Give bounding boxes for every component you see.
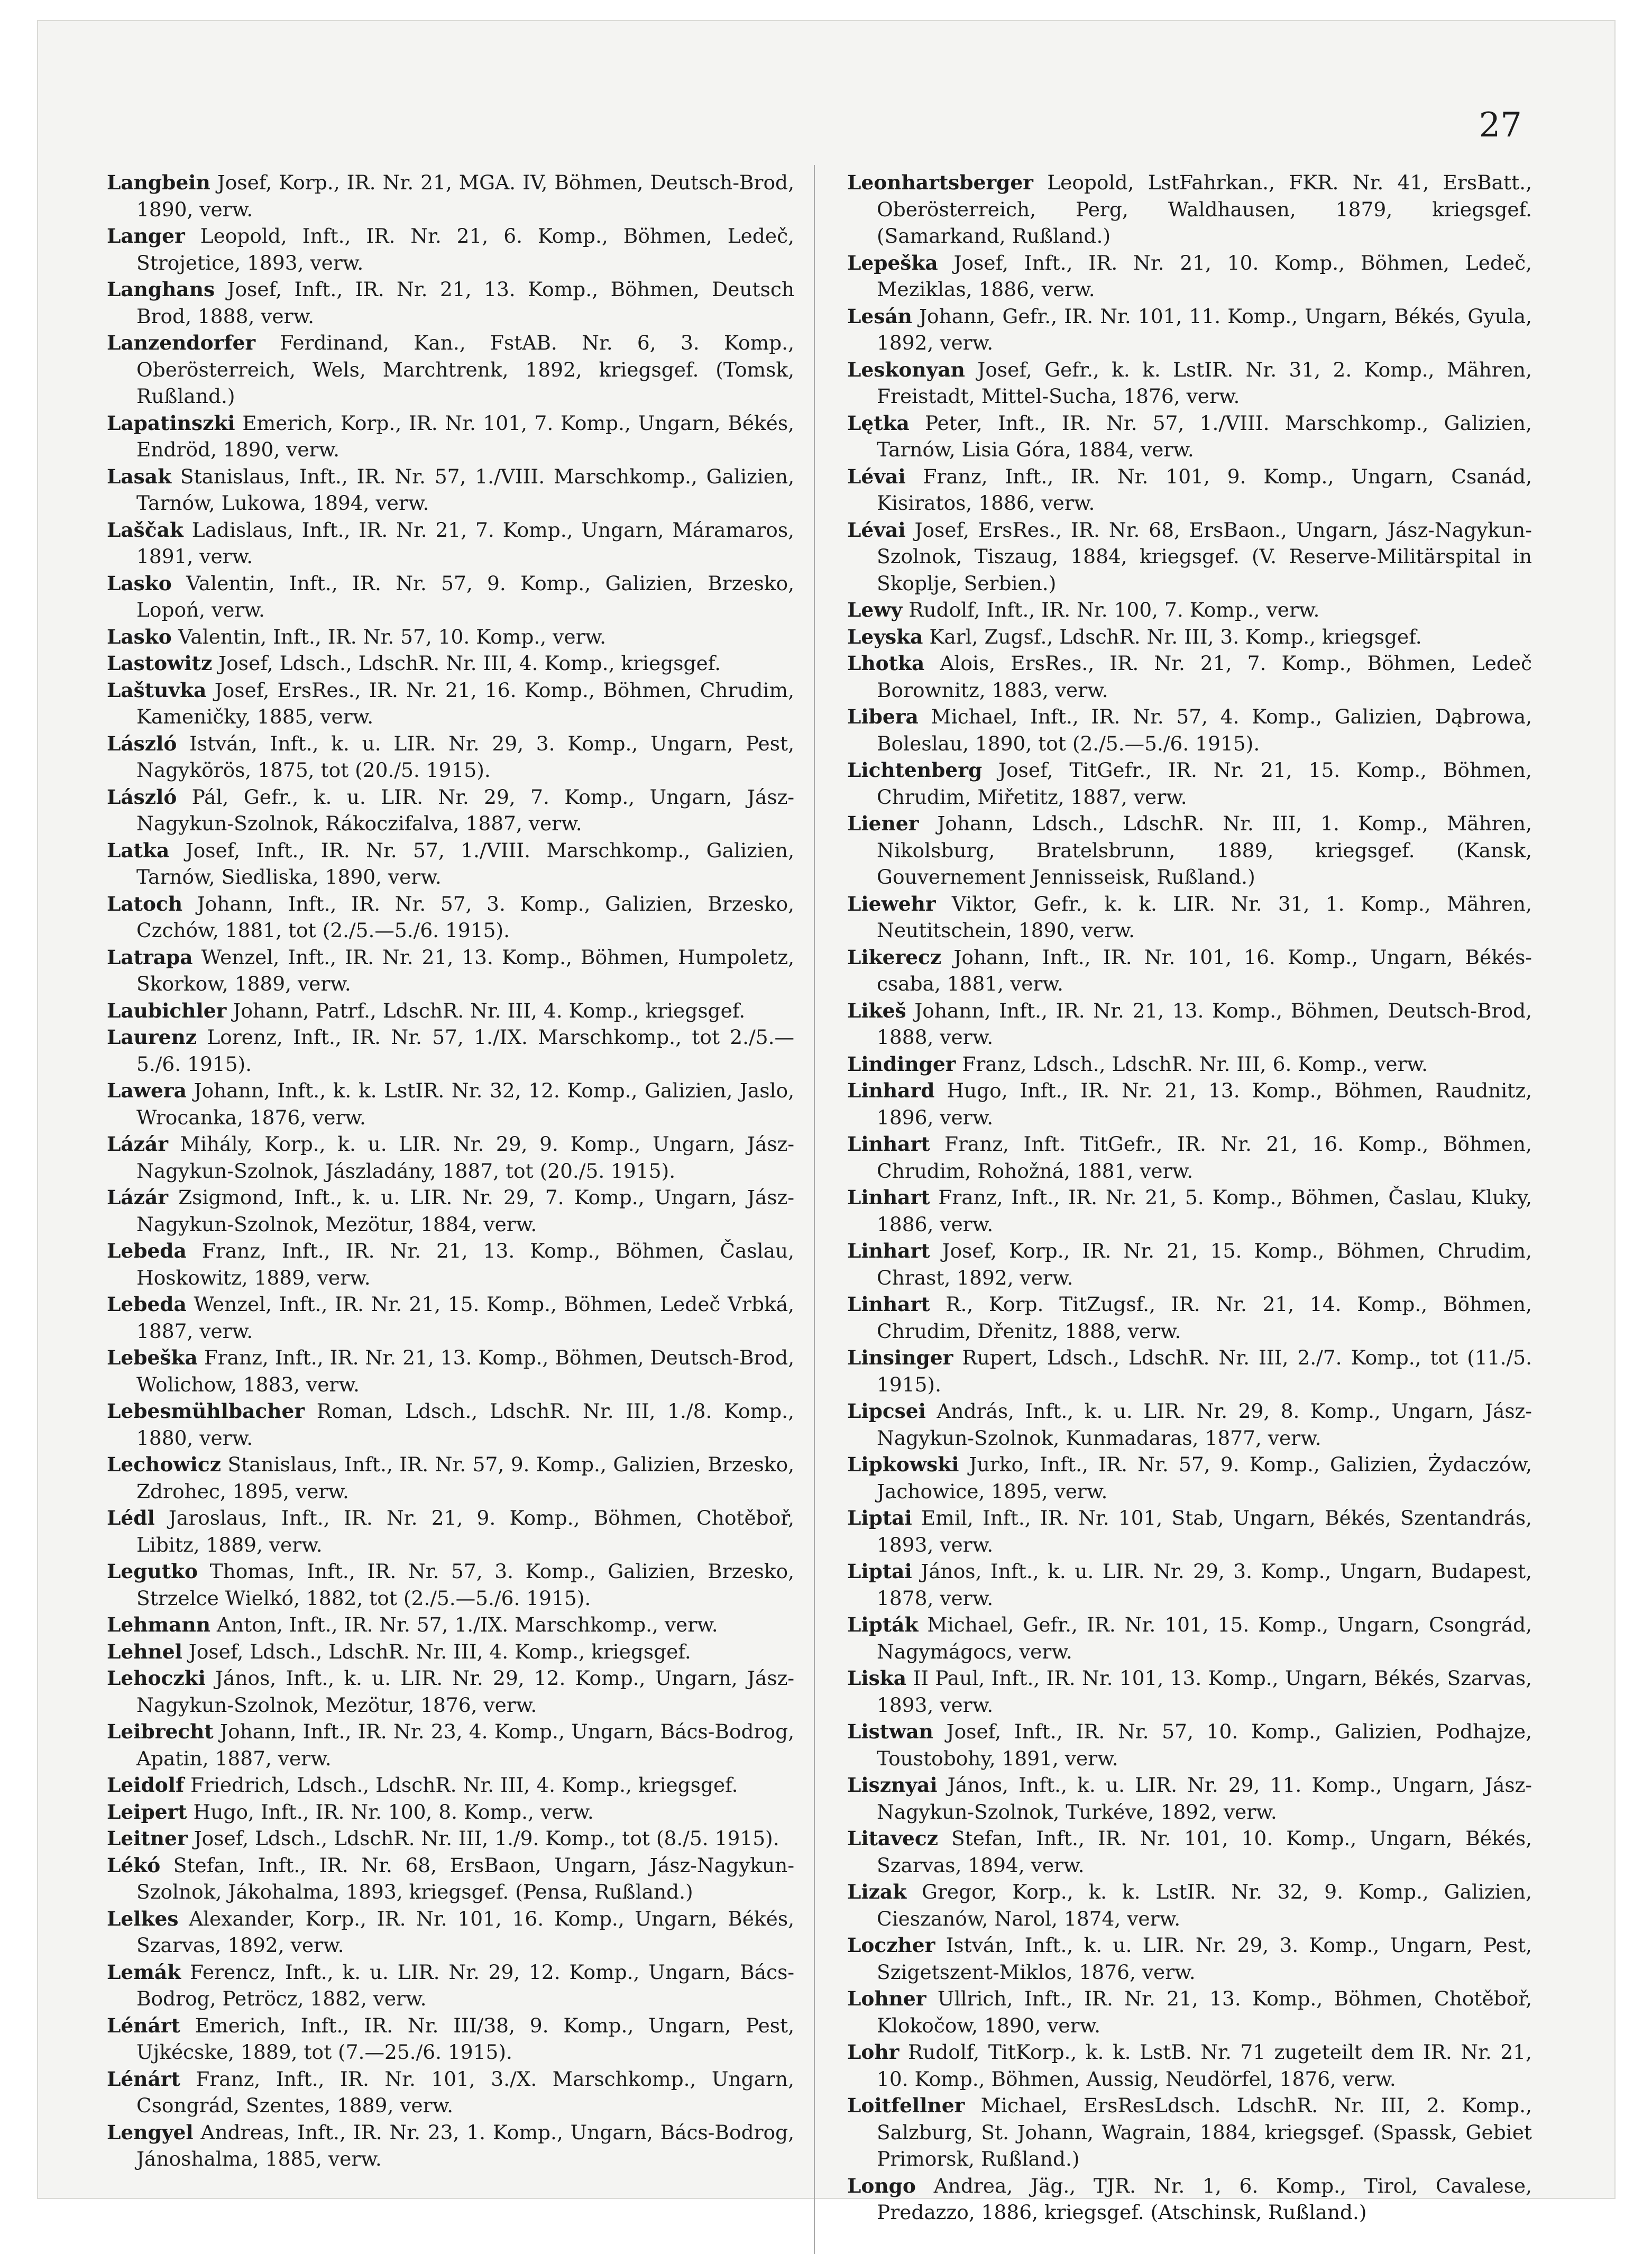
list-entry	[107, 837, 794, 891]
entry-details: Josef, Gefr., k. k. LstIR. Nr. 31, 2. Komp., Mähren, Freistadt, Mittel-Sucha, 1876, verw.	[877, 358, 1532, 408]
list-entry	[847, 1558, 1532, 1611]
entry-surname: Lebeda	[107, 1239, 187, 1262]
entry-surname: Linhart	[847, 1132, 930, 1156]
entry-details: Franz, Inft., IR. Nr. 101, 9. Komp., Ungarn, Csanád, Kisiratos, 1886, verw.	[877, 464, 1532, 515]
entry-details: Emerich, Korp., IR. Nr. 101, 7. Komp., Ungarn, Békés, Endröd, 1890, verw.	[136, 411, 794, 461]
entry-surname: Laurenz	[107, 1025, 197, 1049]
list-entry	[847, 356, 1532, 410]
entry-details: Michael, ErsResLdsch. LdschR. Nr. III, 2. Komp., Salzburg, St. Johann, Wagrain, 1884, kriegsgef. (Spassk, Gebiet Primorsk, Rußland.)	[877, 2094, 1532, 2170]
entry-surname: Leyska	[847, 625, 923, 648]
entry-surname: Lizak	[847, 1880, 907, 1903]
entry-details: Franz, Ldsch., LdschR. Nr. III, 6. Komp., verw.	[956, 1052, 1428, 1076]
list-entry	[107, 329, 794, 410]
list-entry	[107, 677, 794, 730]
entry-details: Johann, Inft., IR. Nr. 101, 16. Komp., Ungarn, Békés-csaba, 1881, verw.	[877, 945, 1532, 995]
list-entry	[847, 1238, 1532, 1291]
entry-details: Franz, Inft., IR. Nr. 21, 13. Komp., Böhmen, Deutsch-Brod, Wolichow, 1883, verw.	[136, 1346, 794, 1396]
list-entry	[107, 624, 794, 650]
list-entry	[847, 1665, 1532, 1718]
entry-details: János, Inft., k. u. LIR. Nr. 29, 11. Komp., Ungarn, Jász-Nagykun-Szolnok, Turkéve, 1892, verw.	[877, 1773, 1532, 1824]
page-number: 27	[1479, 106, 1522, 145]
entry-details: Viktor, Gefr., k. k. LIR. Nr. 31, 1. Komp., Mähren, Neutitschein, 1890, verw.	[877, 892, 1532, 942]
list-entry	[107, 1238, 794, 1291]
list-entry	[107, 276, 794, 329]
list-entry	[107, 169, 794, 223]
list-entry	[847, 703, 1532, 757]
entry-details: Franz, Inft., IR. Nr. 21, 13. Komp., Böhmen, Časlau, Hoskowitz, 1889, verw.	[136, 1239, 794, 1289]
entry-details: Johann, Patrf., LdschR. Nr. III, 4. Komp., kriegsgef.	[226, 998, 746, 1022]
entry-surname: Leitner	[107, 1827, 188, 1850]
entry-details: Hugo, Inft., IR. Nr. 21, 13. Komp., Böhmen, Raudnitz, 1896, verw.	[877, 1079, 1532, 1129]
entry-surname: Linsinger	[847, 1346, 953, 1369]
list-entry	[847, 169, 1532, 250]
list-entry	[847, 2173, 1532, 2226]
entry-details: András, Inft., k. u. LIR. Nr. 29, 8. Komp., Ungarn, Jász-Nagykun-Szolnok, Kunmadaras, 1877, verw.	[877, 1399, 1532, 1450]
entry-details: Josef, ErsRes., IR. Nr. 68, ErsBaon., Ungarn, Jász-Nagykun-Szolnok, Tiszaug, 1884, kriegsgef. (V. Reserve-Militärspital in Skoplje, Serbien.)	[877, 518, 1532, 595]
entry-details: Alois, ErsRes., IR. Nr. 21, 7. Komp., Böhmen, Ledeč Borownitz, 1883, verw.	[877, 652, 1532, 702]
list-entry	[107, 1772, 794, 1799]
entry-details: Ferdinand, Kan., FstAB. Nr. 6, 3. Komp., Oberösterreich, Wels, Marchtrenk, 1892, kriegsgef. (Tomsk, Rußland.)	[136, 331, 794, 408]
list-entry	[107, 1905, 794, 1959]
list-entry	[107, 517, 794, 570]
list-entry	[107, 784, 794, 837]
entry-surname: Lipkowski	[847, 1453, 959, 1476]
entry-surname: Leidolf	[107, 1773, 185, 1797]
list-entry	[847, 1131, 1532, 1184]
entry-surname: Linhart	[847, 1293, 930, 1316]
entry-details: Josef, TitGefr., IR. Nr. 21, 15. Komp., Böhmen, Chrudim, Miřetitz, 1887, verw.	[877, 758, 1532, 809]
list-entry	[107, 944, 794, 997]
entry-details: Jaroslaus, Inft., IR. Nr. 21, 9. Komp., Böhmen, Chotěboř, Libitz, 1889, verw.	[136, 1506, 794, 1556]
list-entry	[107, 1558, 794, 1611]
entry-surname: Liptai	[847, 1506, 912, 1529]
column-divider	[814, 165, 815, 2254]
list-entry	[847, 1879, 1532, 1932]
entry-details: János, Inft., k. u. LIR. Nr. 29, 3. Komp., Ungarn, Budapest, 1878, verw.	[877, 1560, 1532, 1610]
left-column	[107, 169, 794, 2173]
entry-details: Rudolf, Inft., IR. Nr. 100, 7. Komp., verw.	[902, 598, 1320, 621]
entry-details: Friedrich, Ldsch., LdschR. Nr. III, 4. Komp., kriegsgef.	[184, 1773, 738, 1797]
entry-surname: Lasak	[107, 464, 172, 488]
entry-details: Rudolf, TitKorp., k. k. LstB. Nr. 71 zugeteilt dem IR. Nr. 21, 10. Komp., Böhmen, Aussig, Neudörfel, 1876, verw.	[877, 2040, 1532, 2091]
entry-surname: Lemák	[107, 1960, 181, 1984]
entry-surname: Liptai	[847, 1560, 912, 1583]
entry-details: Thomas, Inft., IR. Nr. 57, 3. Komp., Galizien, Brzesko, Strzelce Wielkó, 1882, tot (2./5.—5./6. 1915).	[136, 1560, 794, 1610]
entry-surname: Lipcsei	[847, 1399, 926, 1423]
entry-surname: Latka	[107, 838, 170, 862]
entry-surname: Lichtenberg	[847, 758, 983, 782]
entry-details: Ladislaus, Inft., IR. Nr. 21, 7. Komp., Ungarn, Máramaros, 1891, verw.	[136, 518, 794, 568]
entry-surname: Leibrecht	[107, 1720, 214, 1743]
list-entry	[107, 1611, 794, 1638]
entry-details: Johann, Ldsch., LdschR. Nr. III, 1. Komp., Mähren, Nikolsburg, Bratelsbrunn, 1889, kriegsgef. (Kansk, Gouvernement Jennisseisk, Rußland.)	[877, 812, 1532, 888]
entry-surname: Liener	[847, 812, 919, 835]
entry-surname: Lázár	[107, 1132, 169, 1156]
list-entry	[107, 1184, 794, 1238]
entry-surname: Leipert	[107, 1800, 187, 1824]
entry-details: Stanislaus, Inft., IR. Nr. 57, 9. Komp., Galizien, Brzesko, Zdrohec, 1895, verw.	[136, 1453, 794, 1503]
entry-surname: Lisznyai	[847, 1773, 938, 1797]
entry-surname: Lénárt	[107, 2067, 180, 2091]
list-entry	[847, 810, 1532, 891]
list-entry	[107, 1344, 794, 1398]
entry-details: Pál, Gefr., k. u. LIR. Nr. 29, 7. Komp., Ungarn, Jász-Nagykun-Szolnok, Rákoczifalva, 1887, verw.	[136, 785, 794, 835]
entry-surname: Legutko	[107, 1560, 198, 1583]
entry-details: Emerich, Inft., IR. Nr. III/38, 9. Komp., Ungarn, Pest, Ujkécske, 1889, tot (7.—25./6. 1915).	[136, 2013, 794, 2064]
entry-details: Johann, Inft., IR. Nr. 57, 3. Komp., Galizien, Brzesko, Czchów, 1881, tot (2./5.—5./6. 1915).	[136, 892, 794, 942]
list-entry	[847, 410, 1532, 463]
entry-details: Johann, Inft., k. k. LstIR. Nr. 32, 12. Komp., Galizien, Jaslo, Wrocanka, 1876, verw.	[136, 1079, 794, 1129]
entry-surname: Listwan	[847, 1720, 933, 1743]
entry-details: Mihály, Korp., k. u. LIR. Nr. 29, 9. Komp., Ungarn, Jász-Nagykun-Szolnok, Jászladány, 1887, tot (20./5. 1915).	[136, 1132, 794, 1183]
list-entry	[107, 1077, 794, 1131]
entry-details: Stanislaus, Inft., IR. Nr. 57, 1./VIII. Marschkomp., Galizien, Tarnów, Lukowa, 1894, verw.	[136, 464, 794, 515]
entry-surname: Lepeška	[847, 251, 938, 274]
list-entry	[847, 517, 1532, 597]
list-entry	[847, 597, 1532, 624]
list-entry	[107, 2066, 794, 2119]
entry-surname: Lipták	[847, 1613, 919, 1636]
entry-surname: Lastowitz	[107, 652, 213, 675]
document-page	[37, 20, 1616, 2224]
entry-surname: Lawera	[107, 1079, 187, 1102]
list-entry	[107, 410, 794, 463]
right-column	[847, 169, 1532, 2226]
entry-surname: Loitfellner	[847, 2094, 965, 2117]
list-entry	[107, 650, 794, 677]
list-entry	[847, 1772, 1532, 1825]
entry-details: Rupert, Ldsch., LdschR. Nr. III, 2./7. Komp., tot (11./5. 1915).	[877, 1346, 1532, 1396]
entry-surname: Lewy	[847, 598, 903, 621]
entry-details: Ullrich, Inft., IR. Nr. 21, 13. Komp., Böhmen, Chotěboř, Klokočow, 1890, verw.	[877, 1987, 1532, 2037]
entry-surname: Langer	[107, 224, 185, 248]
entry-details: R., Korp. TitZugsf., IR. Nr. 21, 14. Komp., Böhmen, Chrudim, Dřenitz, 1888, verw.	[877, 1293, 1532, 1343]
list-entry	[107, 1638, 794, 1665]
entry-surname: Longo	[847, 2174, 916, 2197]
list-entry	[847, 944, 1532, 997]
entry-surname: Lehmann	[107, 1613, 210, 1636]
entry-surname: Laubichler	[107, 998, 227, 1022]
entry-surname: Lhotka	[847, 652, 925, 675]
list-entry	[107, 1024, 794, 1077]
entry-details: István, Inft., k. u. LIR. Nr. 29, 3. Komp., Ungarn, Pest, Szigetszent-Miklos, 1876, verw.	[877, 1934, 1532, 1984]
entry-surname: Lasko	[107, 625, 172, 648]
list-entry	[847, 463, 1532, 517]
entry-details: Josef, Korp., IR. Nr. 21, 15. Komp., Böhmen, Chrudim, Chrast, 1892, verw.	[877, 1239, 1532, 1289]
list-entry	[107, 1718, 794, 1772]
list-entry	[847, 2092, 1532, 2173]
entry-surname: Lohr	[847, 2040, 900, 2064]
entry-surname: Lédl	[107, 1506, 155, 1529]
entry-details: Peter, Inft., IR. Nr. 57, 1./VIII. Marschkomp., Galizien, Tarnów, Lisia Góra, 1884, verw.	[877, 411, 1532, 461]
list-entry	[847, 1184, 1532, 1238]
entry-surname: Lebeška	[107, 1346, 198, 1369]
entry-surname: Latoch	[107, 892, 183, 915]
entry-surname: Lechowicz	[107, 1453, 221, 1476]
list-entry	[107, 1505, 794, 1558]
list-entry	[847, 624, 1532, 650]
list-entry	[847, 650, 1532, 703]
list-entry	[107, 997, 794, 1024]
list-entry	[107, 570, 794, 624]
list-entry	[107, 1799, 794, 1826]
entry-details: Stefan, Inft., IR. Nr. 68, ErsBaon, Ungarn, Jász-Nagykun-Szolnok, Jákohalma, 1893, kriegsgef. (Pensa, Rußland.)	[136, 1853, 794, 1903]
entry-surname: Lázár	[107, 1186, 169, 1209]
entry-details: Valentin, Inft., IR. Nr. 57, 10. Komp., verw.	[171, 625, 607, 648]
entry-details: Michael, Inft., IR. Nr. 57, 4. Komp., Galizien, Dąbrowa, Boleslau, 1890, tot (2./5.—5./6. 1915).	[877, 705, 1532, 755]
list-entry	[107, 1451, 794, 1505]
entry-details: Karl, Zugsf., LdschR. Nr. III, 3. Komp., kriegsgef.	[923, 625, 1422, 648]
list-entry	[847, 303, 1532, 356]
list-entry	[847, 2039, 1532, 2092]
entry-details: Andrea, Jäg., TJR. Nr. 1, 6. Komp., Tirol, Cavalese, Predazzo, 1886, kriegsgef. (Atschinsk, Rußland.)	[877, 2174, 1532, 2224]
entry-surname: Lindinger	[847, 1052, 956, 1076]
entry-surname: Lehoczki	[107, 1666, 206, 1690]
entry-details: Johann, Inft., IR. Nr. 21, 13. Komp., Böhmen, Deutsch-Brod, 1888, verw.	[877, 998, 1532, 1049]
entry-details: Josef, Korp., IR. Nr. 21, MGA. IV, Böhmen, Deutsch-Brod, 1890, verw.	[136, 171, 794, 221]
list-entry	[107, 1852, 794, 1905]
list-entry	[107, 2012, 794, 2066]
entry-details: Zsigmond, Inft., k. u. LIR. Nr. 29, 7. Komp., Ungarn, Jász-Nagykun-Szolnok, Mezötur, 1884, verw.	[136, 1186, 794, 1236]
entry-details: Gregor, Korp., k. k. LstIR. Nr. 32, 9. Komp., Galizien, Cieszanów, Narol, 1874, verw.	[877, 1880, 1532, 1930]
list-entry	[107, 1131, 794, 1184]
entry-surname: Lénárt	[107, 2013, 180, 2037]
entry-surname: Leskonyan	[847, 358, 965, 381]
entry-details: Josef, Ldsch., LdschR. Nr. III, 1./9. Komp., tot (8./5. 1915).	[187, 1827, 779, 1850]
entry-surname: Likeš	[847, 998, 906, 1022]
entry-surname: Lohner	[847, 1987, 926, 2010]
list-entry	[847, 1398, 1532, 1451]
list-entry	[107, 223, 794, 276]
entry-surname: Laštuvka	[107, 678, 207, 702]
entry-details: Alexander, Korp., IR. Nr. 101, 16. Komp., Ungarn, Békés, Szarvas, 1892, verw.	[136, 1907, 794, 1957]
entry-surname: Lévai	[847, 464, 906, 488]
entry-details: Emil, Inft., IR. Nr. 101, Stab, Ungarn, Békés, Szentandrás, 1893, verw.	[877, 1506, 1532, 1556]
list-entry	[847, 250, 1532, 303]
entry-surname: Lanzendorfer	[107, 331, 256, 354]
entry-details: István, Inft., k. u. LIR. Nr. 29, 3. Komp., Ungarn, Pest, Nagykörös, 1875, tot (20./5. 1915).	[136, 731, 794, 782]
list-entry	[107, 1291, 794, 1344]
list-entry	[847, 1077, 1532, 1131]
entry-surname: Liewehr	[847, 892, 936, 915]
entry-details: Franz, Inft., IR. Nr. 21, 5. Komp., Böhmen, Časlau, Kluky, 1886, verw.	[877, 1186, 1532, 1236]
entry-surname: Latrapa	[107, 945, 193, 969]
entry-details: Anton, Inft., IR. Nr. 57, 1./IX. Marschkomp., verw.	[210, 1613, 718, 1636]
entry-details: Johann, Gefr., IR. Nr. 101, 11. Komp., Ungarn, Békés, Gyula, 1892, verw.	[877, 304, 1532, 354]
entry-surname: Linhart	[847, 1186, 930, 1209]
entry-surname: Laščak	[107, 518, 183, 542]
entry-surname: Lengyel	[107, 2120, 194, 2144]
entry-details: Stefan, Inft., IR. Nr. 101, 10. Komp., Ungarn, Békés, Szarvas, 1894, verw.	[877, 1827, 1532, 1877]
entry-surname: Lékó	[107, 1853, 161, 1877]
list-entry	[847, 997, 1532, 1051]
list-entry	[847, 1051, 1532, 1078]
list-entry	[107, 1398, 794, 1451]
entry-details: Wenzel, Inft., IR. Nr. 21, 15. Komp., Böhmen, Ledeč Vrbká, 1887, verw.	[136, 1293, 794, 1343]
entry-surname: Liska	[847, 1666, 907, 1690]
list-entry	[107, 891, 794, 944]
list-entry	[107, 1825, 794, 1852]
entry-details: Jurko, Inft., IR. Nr. 57, 9. Komp., Galizien, Żydaczów, Jachowice, 1895, verw.	[877, 1453, 1532, 1503]
entry-surname: Lebeda	[107, 1293, 187, 1316]
list-entry	[107, 1959, 794, 2012]
entry-details: Hugo, Inft., IR. Nr. 100, 8. Komp., verw.	[187, 1800, 594, 1824]
entry-details: Andreas, Inft., IR. Nr. 23, 1. Komp., Ungarn, Bács-Bodrog, Jánoshalma, 1885, verw.	[136, 2120, 794, 2170]
entry-surname: Langbein	[107, 171, 210, 194]
entry-details: Leopold, LstFahrkan., FKR. Nr. 41, ErsBatt., Oberösterreich, Perg, Waldhausen, 1879, kriegsgef. (Samarkand, Rußland.)	[877, 171, 1532, 248]
list-entry	[847, 1932, 1532, 1985]
entry-details: Lorenz, Inft., IR. Nr. 57, 1./IX. Marschkomp., tot 2./5.—5./6. 1915).	[136, 1025, 794, 1076]
entry-details: Franz, Inft. TitGefr., IR. Nr. 21, 16. Komp., Böhmen, Chrudim, Rohožná, 1881, verw.	[877, 1132, 1532, 1183]
entry-details: Josef, Inft., IR. Nr. 21, 10. Komp., Böhmen, Ledeč, Meziklas, 1886, verw.	[877, 251, 1532, 301]
list-entry	[847, 757, 1532, 810]
entry-details: Ferencz, Inft., k. u. LIR. Nr. 29, 12. Komp., Ungarn, Bács-Bodrog, Petröcz, 1882, verw.	[136, 1960, 794, 2010]
entry-details: Josef, Inft., IR. Nr. 57, 10. Komp., Galizien, Podhajze, Toustobohy, 1891, verw.	[877, 1720, 1532, 1770]
list-entry	[847, 1505, 1532, 1558]
entry-details: Josef, Inft., IR. Nr. 21, 13. Komp., Böhmen, Deutsch Brod, 1888, verw.	[136, 278, 794, 328]
entry-details: Josef, Ldsch., LdschR. Nr. III, 4. Komp., kriegsgef.	[212, 652, 721, 675]
entry-details: Josef, Ldsch., LdschR. Nr. III, 4. Komp., kriegsgef.	[182, 1639, 691, 1663]
entry-details: Franz, Inft., IR. Nr. 101, 3./X. Marschkomp., Ungarn, Csongrád, Szentes, 1889, verw.	[136, 2067, 794, 2117]
entry-details: Michael, Gefr., IR. Nr. 101, 15. Komp., Ungarn, Csongrád, Nagymágocs, verw.	[877, 1613, 1532, 1663]
entry-surname: Likerecz	[847, 945, 942, 969]
entry-surname: Linhard	[847, 1079, 935, 1102]
entry-surname: Lasko	[107, 571, 172, 595]
entry-surname: Libera	[847, 705, 919, 728]
entry-details: Roman, Ldsch., LdschR. Nr. III, 1./8. Komp., 1880, verw.	[136, 1399, 794, 1450]
entry-surname: Loczher	[847, 1934, 935, 1957]
entry-surname: Litavecz	[847, 1827, 939, 1850]
entry-surname: Langhans	[107, 278, 215, 301]
entry-surname: László	[107, 785, 177, 809]
entry-surname: Leonhartsberger	[847, 171, 1033, 194]
entry-details: Johann, Inft., IR. Nr. 23, 4. Komp., Ungarn, Bács-Bodrog, Apatin, 1887, verw.	[136, 1720, 794, 1770]
entry-details: Josef, Inft., IR. Nr. 57, 1./VIII. Marschkomp., Galizien, Tarnów, Siedliska, 1890, verw.	[136, 838, 794, 888]
list-entry	[847, 1985, 1532, 2039]
entry-details: Valentin, Inft., IR. Nr. 57, 9. Komp., Galizien, Brzesko, Lopoń, verw.	[136, 571, 794, 621]
list-entry	[847, 1718, 1532, 1772]
entry-surname: Lętka	[847, 411, 910, 435]
entry-surname: Lehnel	[107, 1639, 182, 1663]
entry-details: Leopold, Inft., IR. Nr. 21, 6. Komp., Böhmen, Ledeč, Strojetice, 1893, verw.	[136, 224, 794, 274]
entry-surname: László	[107, 731, 177, 755]
entry-details: II Paul, Inft., IR. Nr. 101, 13. Komp., Ungarn, Békés, Szarvas, 1893, verw.	[877, 1666, 1532, 1717]
list-entry	[847, 1451, 1532, 1505]
entry-surname: Lebesmühlbacher	[107, 1399, 305, 1423]
entry-surname: Linhart	[847, 1239, 930, 1262]
entry-surname: Lelkes	[107, 1907, 179, 1930]
list-entry	[847, 891, 1532, 944]
list-entry	[847, 1825, 1532, 1879]
entry-surname: Lapatinszki	[107, 411, 235, 435]
entry-details: János, Inft., k. u. LIR. Nr. 29, 12. Komp., Ungarn, Jász-Nagykun-Szolnok, Mezötur, 1876, verw.	[136, 1666, 794, 1717]
entry-details: Josef, ErsRes., IR. Nr. 21, 16. Komp., Böhmen, Chrudim, Kameničky, 1885, verw.	[136, 678, 794, 728]
list-entry	[847, 1344, 1532, 1398]
entry-surname: Lévai	[847, 518, 906, 542]
list-entry	[107, 1665, 794, 1718]
list-entry	[107, 2119, 794, 2173]
entry-surname: Lesán	[847, 304, 912, 328]
list-entry	[847, 1291, 1532, 1344]
list-entry	[847, 1611, 1532, 1665]
entry-details: Wenzel, Inft., IR. Nr. 21, 13. Komp., Böhmen, Humpoletz, Skorkow, 1889, verw.	[136, 945, 794, 995]
list-entry	[107, 463, 794, 517]
list-entry	[107, 730, 794, 784]
